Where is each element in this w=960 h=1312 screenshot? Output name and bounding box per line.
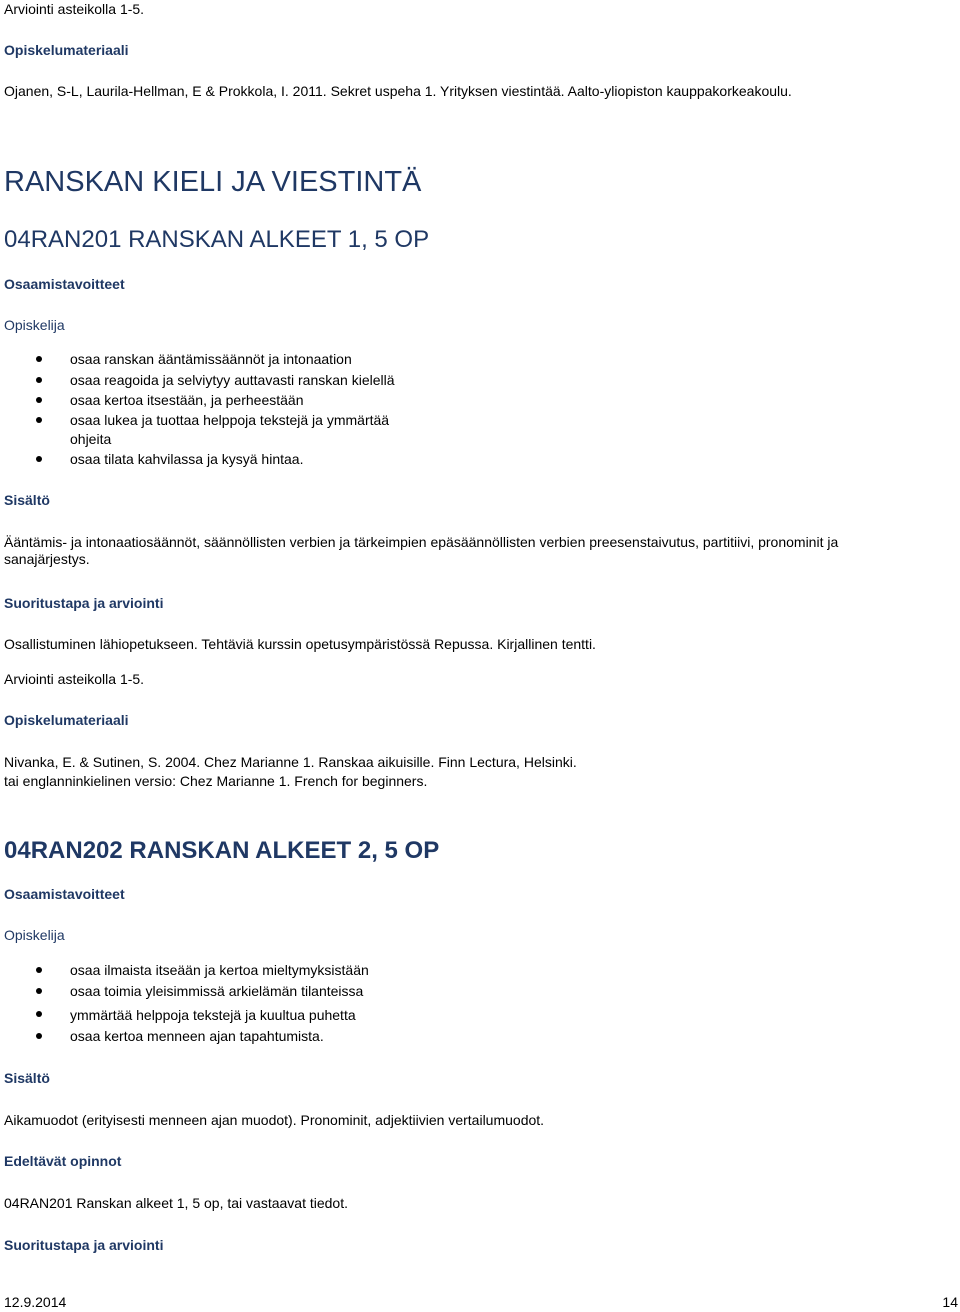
course-title: 04RAN202 RANSKAN ALKEET 2, 5 OP — [4, 837, 440, 864]
bullet-icon — [36, 417, 42, 423]
content-heading: Sisältö — [4, 492, 50, 508]
bullet-icon — [36, 377, 42, 383]
materials-text: Ojanen, S-L, Laurila-Hellman, E & Prokkola, I. 2011. Sekret uspeha 1. Yrityksen viestintää. Aalto-yliopiston kauppakorkeakoulu. — [4, 83, 792, 99]
materials-line: tai englanninkielinen versio: Chez Marianne 1. French for beginners. — [4, 773, 428, 789]
grading-text: Arviointi asteikolla 1-5. — [4, 1, 145, 17]
method-text: Osallistuminen lähiopetukseen. Tehtäviä kurssin opetusympäristössä Repussa. Kirjallinen tentti. — [4, 636, 596, 652]
materials-heading: Opiskelumateriaali — [4, 712, 129, 728]
list-item-continuation: ohjeita — [70, 431, 112, 447]
bullet-icon — [36, 1011, 42, 1017]
list-item: osaa ranskan ääntämissäännöt ja intonaation — [70, 351, 352, 367]
objectives-heading: Osaamistavoitteet — [4, 276, 125, 292]
list-item: osaa toimia yleisimmissä arkielämän tilanteissa — [70, 983, 364, 999]
bullet-icon — [36, 456, 42, 462]
grading-text: Arviointi asteikolla 1-5. — [4, 671, 145, 687]
objectives-heading: Osaamistavoitteet — [4, 886, 125, 902]
list-item: osaa ilmaista itseään ja kertoa mieltymyksistään — [70, 962, 369, 978]
content-heading: Sisältö — [4, 1070, 50, 1086]
list-item: osaa reagoida ja selviytyy auttavasti ranskan kielellä — [70, 372, 395, 388]
course-title: 04RAN201 RANSKAN ALKEET 1, 5 OP — [4, 226, 430, 253]
list-item: osaa kertoa menneen ajan tapahtumista. — [70, 1028, 324, 1044]
bullet-icon — [36, 397, 42, 403]
list-item: osaa tilata kahvilassa ja kysyä hintaa. — [70, 451, 304, 467]
section-title: RANSKAN KIELI JA VIESTINTÄ — [4, 166, 422, 198]
bullet-icon — [36, 1033, 42, 1039]
student-label: Opiskelija — [4, 317, 65, 333]
content-text: Aikamuodot (erityisesti menneen ajan muodot). Pronominit, adjektiivien vertailumuodot. — [4, 1112, 545, 1128]
prerequisites-text: 04RAN201 Ranskan alkeet 1, 5 op, tai vastaavat tiedot. — [4, 1195, 348, 1211]
bullet-icon — [36, 988, 42, 994]
method-heading: Suoritustapa ja arviointi — [4, 595, 164, 611]
footer-date: 12.9.2014 — [4, 1294, 67, 1310]
student-label: Opiskelija — [4, 927, 65, 943]
bullet-icon — [36, 356, 42, 362]
materials-heading: Opiskelumateriaali — [4, 42, 129, 58]
list-item: osaa kertoa itsestään, ja perheestään — [70, 392, 304, 408]
bullet-icon — [36, 967, 42, 973]
list-item: osaa lukea ja tuottaa helppoja tekstejä ja ymmärtää — [70, 412, 390, 428]
prerequisites-heading: Edeltävät opinnot — [4, 1153, 122, 1169]
method-heading: Suoritustapa ja arviointi — [4, 1237, 164, 1253]
list-item: ymmärtää helppoja tekstejä ja kuultua puhetta — [70, 1007, 356, 1023]
page-number: 14 — [942, 1294, 958, 1310]
content-text: Ääntämis- ja intonaatiosäännöt, säännöllisten verbien ja tärkeimpien epäsäännöllisten verbien preesenstaivutus, partitiivi, pronominit ja sanajärjestys. — [4, 534, 839, 567]
materials-line: Nivanka, E. & Sutinen, S. 2004. Chez Marianne 1. Ranskaa aikuisille. Finn Lectura, Helsinki. — [4, 754, 577, 770]
